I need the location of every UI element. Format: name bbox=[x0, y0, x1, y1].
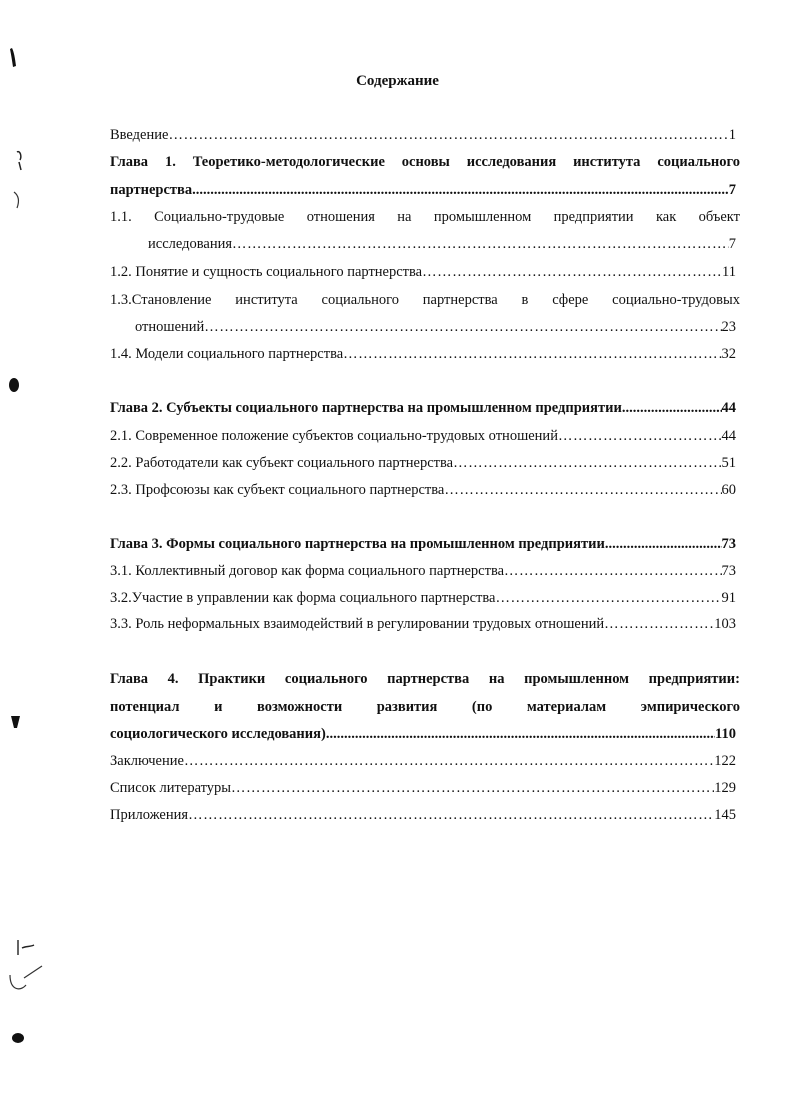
toc-chapter-3: Глава 3. Формы социального партнерства на промышленном предприятии ..... 73 bbox=[110, 534, 736, 554]
toc-section-3-1: 3.1. Коллективный договор как форма социального партнерства …………………………………………………………………………………………………………………………………………………………… 73 bbox=[110, 561, 736, 581]
toc-section-1-1-line-1: 1.1. Социально-трудовые отношения на промышленном предприятии как объект bbox=[110, 209, 740, 225]
scan-mark bbox=[18, 940, 34, 955]
toc-chapter-1-line-1: Глава 1. Теоретико-методологические основы исследования института социального bbox=[110, 154, 740, 170]
toc-entry-references: Список литературы …………………………………………………………………………………………………………………………………………………………… 129 bbox=[110, 778, 736, 798]
toc-chapter-4: социологического исследования) ..... 110 bbox=[110, 724, 736, 744]
page-title: Содержание bbox=[356, 73, 439, 89]
toc-section-3-3: 3.3. Роль неформальных взаимодействий в регулировании трудовых отношений …………………………………………………………………………………………………………………………………………………………… 103 bbox=[110, 614, 736, 634]
toc-section-1-3: отношений …………………………………………………………………………………………………………………………………………………………… 23 bbox=[135, 317, 736, 337]
scan-artifacts bbox=[0, 0, 60, 1093]
toc-section-2-2: 2.2. Работодатели как субъект социального партнерства …………………………………………………………………………………………………………………………………………………………… 51 bbox=[110, 453, 736, 473]
toc-chapter-2: Глава 2. Субъекты социального партнерства на промышленном предприятии ..... 44 bbox=[110, 398, 736, 418]
scan-mark bbox=[14, 192, 18, 208]
toc-section-1-3-line-1: 1.3.Становление института социального партнерства в сфере социально-трудовых bbox=[110, 292, 740, 308]
toc-chapter-1: партнерства ..... 7 bbox=[110, 180, 736, 200]
toc-chapter-4-line-1: Глава 4. Практики социального партнерства на промышленном предприятии: bbox=[110, 671, 740, 687]
toc-entry-conclusion: Заключение …………………………………………………………………………………………………………………………………………………………… 122 bbox=[110, 751, 736, 771]
scan-mark bbox=[11, 716, 20, 728]
toc-section-1-4: 1.4. Модели социального партнерства …………………………………………………………………………………………………………………………………………………………… 32 bbox=[110, 344, 736, 364]
scan-mark bbox=[10, 966, 42, 989]
scan-mark bbox=[12, 1033, 24, 1043]
toc-section-3-2: 3.2.Участие в управлении как форма социального партнерства …………………………………………………………………………………………………………………………………………………………… 91 bbox=[110, 588, 736, 608]
toc-section-2-1: 2.1. Современное положение субъектов социально-трудовых отношений …………………………………………………………………………………………………………………………………………………………… 44 bbox=[110, 426, 736, 446]
toc-entry-intro: Введение …………………………………………………………………………………………………………………………………………………………… 1 bbox=[110, 125, 736, 145]
scan-mark bbox=[9, 378, 19, 392]
toc-section-1-1: исследования …………………………………………………………………………………………………………………………………………………………… 7 bbox=[148, 234, 736, 254]
scan-mark bbox=[17, 152, 21, 170]
toc-section-2-3: 2.3. Профсоюзы как субъект социального партнерства …………………………………………………………………………………………………………………………………………………………… 60 bbox=[110, 480, 736, 500]
toc-chapter-4-line-2: потенциал и возможности развития (по материалам эмпирического bbox=[110, 699, 740, 715]
scan-mark bbox=[10, 48, 16, 67]
toc-section-1-2: 1.2. Понятие и сущность социального партнерства …………………………………………………………………………………………………………………………………………………………… 11 bbox=[110, 262, 736, 282]
toc-entry-appendices: Приложения …………………………………………………………………………………………………………………………………………………………… 145 bbox=[110, 805, 736, 825]
